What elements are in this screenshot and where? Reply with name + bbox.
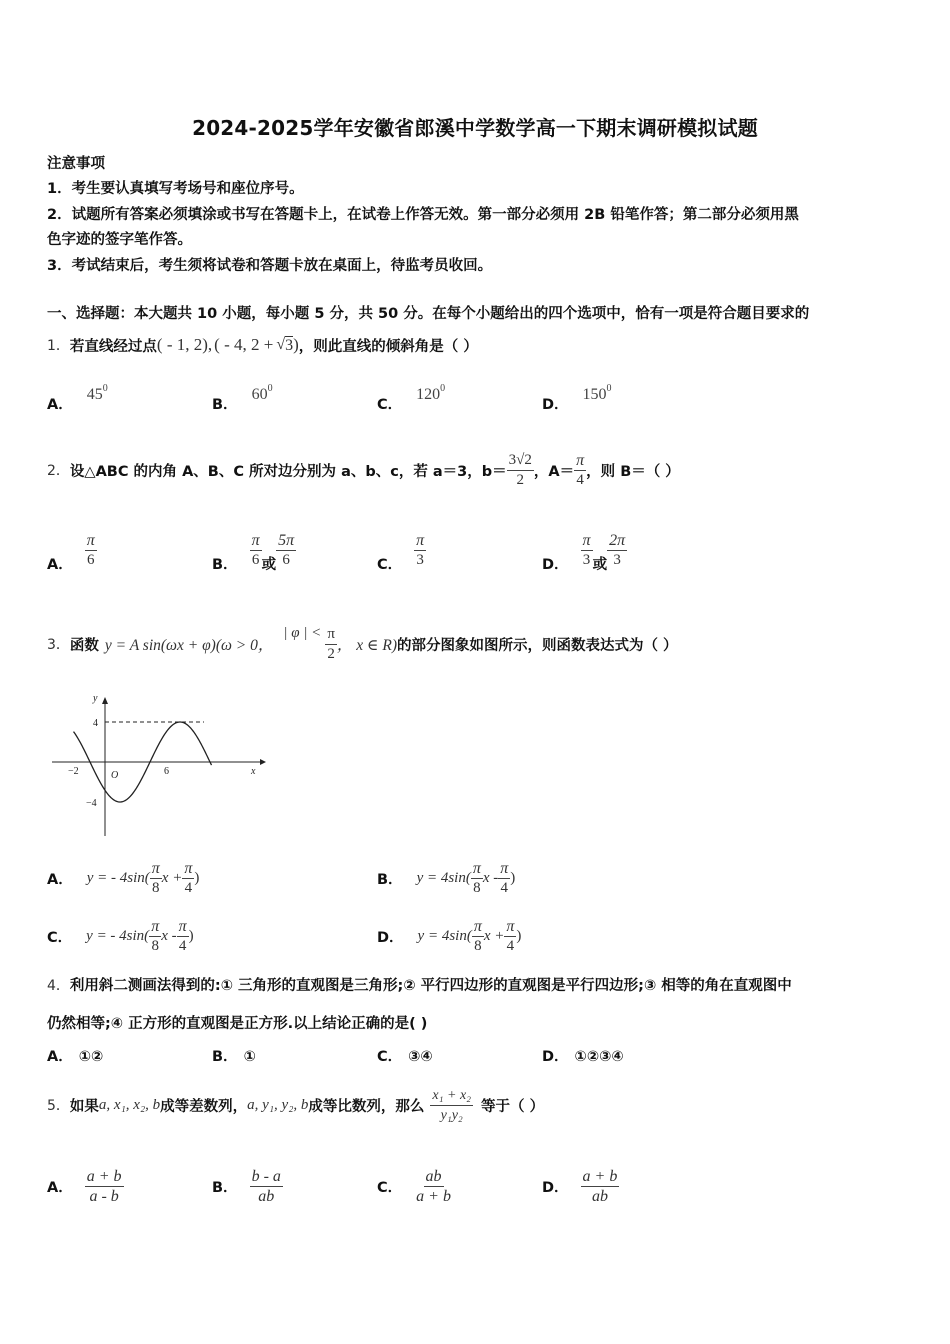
point-1: ( - 1, 2),	[156, 335, 213, 354]
option-label: A．	[47, 1179, 73, 1196]
fraction-denominator: a - b	[89, 1187, 119, 1205]
option-label: B．	[377, 871, 403, 888]
fraction-numerator: π	[473, 917, 482, 935]
q3-option-b[interactable]	[377, 856, 515, 900]
option-fraction	[414, 532, 426, 569]
notice-heading: 注意事项	[47, 156, 105, 172]
q5-option-b[interactable]	[212, 1162, 283, 1210]
q5-option-a[interactable]	[47, 1162, 124, 1210]
fraction-denominator: 6	[282, 551, 290, 568]
fraction-numerator: π	[325, 626, 337, 645]
option-sup: 0	[606, 383, 612, 394]
question-text-mid: ，A＝	[533, 463, 575, 480]
fraction-numerator: π	[472, 859, 481, 877]
fraction-numerator: π	[506, 917, 515, 935]
option-value: ①	[243, 1049, 256, 1065]
point-2: ( - 4, 2 +	[214, 335, 274, 354]
fraction-numerator: ab	[425, 1167, 442, 1185]
question-number: 2．	[47, 463, 70, 479]
fraction-numerator: 5π	[278, 531, 295, 549]
option-label: D．	[542, 556, 569, 573]
q3-option-c[interactable]	[47, 914, 194, 958]
q1-option-a[interactable]	[47, 383, 108, 414]
y-label: y	[93, 693, 98, 704]
fraction-numerator: π	[576, 451, 585, 469]
fraction-numerator: b - a	[251, 1167, 281, 1185]
question-3	[47, 614, 678, 674]
option-expression-end: )	[510, 869, 516, 886]
question-2	[47, 448, 680, 492]
option-sup: 0	[102, 383, 108, 394]
option-expression-mid: x -	[482, 869, 499, 886]
section-heading: 一、选择题：本大题共 10 小题，每小题 5 分，共 50 分。在每个小题给出的四个选项中，恰有一项是符合题目要求的	[47, 306, 810, 322]
fraction-denominator: y₁y₂	[440, 1107, 463, 1123]
option-expression-end: )	[194, 869, 200, 886]
x-label: x	[251, 766, 256, 777]
fraction-numerator: π	[582, 531, 591, 549]
option-label: C．	[47, 929, 73, 946]
fraction-numerator: π	[178, 917, 187, 935]
question-text: 利用斜二测画法得到的:① 三角形的直观图是三角形;② 平行四边形的直观图是平行四边形;③ 相等的角在直观图中	[69, 978, 792, 994]
q3-option-a[interactable]	[47, 856, 199, 900]
fraction-denominator: 4	[184, 879, 193, 896]
option-label: D．	[377, 929, 404, 946]
fraction-denominator: 4	[178, 937, 187, 954]
fraction-numerator: π	[500, 859, 509, 877]
option-label: B．	[212, 397, 238, 413]
fraction-b	[507, 452, 534, 489]
option-value: 120	[416, 386, 441, 403]
option-expression-mid: x +	[161, 869, 183, 886]
option-fraction-1	[150, 860, 162, 897]
function-expression: y = A sin(ωx + φ)(ω > 0，	[104, 637, 274, 654]
option-value: ①②③④	[574, 1049, 624, 1065]
question-number: 3．	[47, 637, 70, 653]
option-expression: y = 4sin(	[417, 927, 472, 944]
option-value: 60	[251, 386, 268, 403]
q4-option-d[interactable]	[542, 1045, 624, 1066]
question-4	[47, 974, 792, 995]
question-text-mid2: 成等比数列，那么	[308, 1098, 425, 1115]
q2-option-c[interactable]	[377, 528, 426, 572]
option-label: A．	[47, 556, 73, 573]
fraction-denominator: 4	[500, 879, 509, 896]
notice-item-2-cont: 色字迹的签字笔作答。	[47, 232, 192, 248]
option-fraction-2	[182, 860, 194, 897]
question-text: 若直线经过点	[69, 338, 157, 355]
q2-option-d[interactable]	[542, 528, 627, 572]
fraction-numerator: 3√2	[507, 452, 534, 471]
tick-minus-2: −2	[68, 766, 79, 777]
question-5	[47, 1080, 544, 1130]
option-label: A．	[47, 871, 73, 888]
question-4-cont: 仍然相等;④ 正方形的直观图是正方形.以上结论正确的是( )	[47, 1016, 428, 1032]
fraction-numerator: a + b	[582, 1167, 618, 1185]
q1-option-d[interactable]	[542, 383, 612, 414]
option-fraction	[85, 1168, 124, 1205]
question-text-mid1: 成等差数列，	[160, 1098, 248, 1115]
option-value: 150	[582, 386, 607, 403]
option-label: C．	[377, 556, 403, 573]
fraction-denominator: 2	[327, 645, 335, 662]
option-sup: 0	[267, 383, 273, 394]
option-label: B．	[212, 1179, 238, 1196]
sqrt-symbol: √	[276, 336, 286, 353]
domain-condition: ， x ∈ R)	[336, 637, 397, 654]
geometric-sequence: a, y₁, y₂, b	[247, 1096, 309, 1113]
option-fraction-2	[276, 532, 296, 569]
phi-fraction	[325, 626, 337, 663]
fraction-numerator: a + b	[86, 1167, 122, 1185]
tick-6: 6	[164, 766, 169, 777]
fraction-denominator: 3	[582, 551, 591, 568]
or-word: 或	[261, 556, 277, 573]
fraction-a	[574, 452, 586, 489]
q4-option-a[interactable]	[47, 1045, 103, 1066]
option-label: B．	[212, 556, 238, 573]
phi-condition: | φ | <	[283, 624, 322, 641]
fraction-denominator: 8	[474, 937, 482, 954]
option-fraction-1	[471, 860, 483, 897]
fraction-denominator: 2	[516, 471, 525, 488]
option-label: D．	[542, 1049, 569, 1065]
option-fraction	[85, 532, 97, 569]
x-axis-arrow	[260, 759, 266, 765]
fraction-denominator: ab	[591, 1187, 608, 1205]
q4-option-b[interactable]	[212, 1045, 256, 1066]
option-label: A．	[47, 1049, 73, 1065]
fraction-denominator: a + b	[416, 1187, 451, 1205]
question-1	[47, 330, 478, 360]
notice-item-3: 3．考试结束后，考生须将试卷和答题卡放在桌面上，待监考员收回。	[47, 258, 493, 274]
sine-graph	[48, 692, 268, 840]
fraction-numerator: π	[151, 917, 160, 935]
option-expression: y = 4sin(	[416, 869, 471, 886]
q5-option-d[interactable]	[542, 1162, 619, 1210]
option-fraction	[581, 1168, 620, 1205]
q5-option-c[interactable]	[377, 1162, 453, 1210]
option-label: C．	[377, 1179, 403, 1196]
fraction-denominator: 8	[151, 937, 159, 954]
fraction-denominator: 6	[86, 551, 95, 568]
fraction-denominator: ab	[258, 1187, 275, 1205]
fraction-numerator: π	[416, 531, 425, 549]
sqrt-value: 3	[285, 337, 294, 354]
fraction-denominator: 4	[576, 471, 584, 488]
question-text-end: ，则此直线的倾斜角是（ ）	[298, 338, 478, 355]
q2-option-a[interactable]	[47, 528, 97, 572]
fraction-denominator: 3	[613, 551, 621, 568]
option-fraction-1	[472, 918, 484, 955]
question-number: 5．	[47, 1098, 70, 1114]
option-fraction-1	[581, 532, 593, 569]
question-text: 函数	[69, 637, 99, 654]
fraction-numerator: 2π	[609, 531, 626, 549]
option-expression-mid: x +	[483, 927, 505, 944]
option-fraction	[414, 1168, 453, 1205]
q2-option-b[interactable]	[212, 528, 296, 572]
option-expression-mid: x -	[161, 927, 177, 944]
option-label: B．	[212, 1049, 238, 1065]
option-label: C．	[377, 397, 403, 413]
fraction-denominator: 8	[473, 879, 481, 896]
option-fraction-2	[607, 532, 627, 569]
option-expression-end: )	[188, 927, 194, 944]
option-value: ①②	[78, 1049, 104, 1065]
q4-option-c[interactable]	[377, 1045, 433, 1066]
fraction-denominator: 8	[152, 879, 160, 896]
q1-option-b[interactable]	[212, 383, 273, 414]
option-fraction-1	[250, 532, 262, 569]
y-axis-arrow	[102, 697, 108, 704]
fraction-numerator: π	[251, 531, 260, 549]
point-2-close: )	[293, 335, 299, 354]
option-label: A．	[47, 397, 73, 413]
option-expression: y = - 4sin(	[86, 927, 150, 944]
origin-label: O	[111, 770, 119, 781]
fraction-numerator: x₁ + x₂	[430, 1087, 473, 1106]
option-fraction-2	[504, 918, 516, 955]
option-fraction	[250, 1168, 283, 1205]
fraction-denominator: 3	[416, 551, 424, 568]
option-label: D．	[542, 1179, 569, 1196]
option-fraction-2	[498, 860, 510, 897]
tick-4: 4	[93, 718, 98, 729]
option-expression: y = - 4sin(	[86, 869, 150, 886]
option-sup: 0	[440, 383, 446, 394]
arithmetic-sequence: a, x₁, x₂, b	[98, 1096, 161, 1113]
fraction-denominator: 6	[251, 551, 260, 568]
tick-minus-4: −4	[86, 798, 97, 809]
option-fraction-1	[149, 918, 161, 955]
question-text: 设△ABC 的内角 A、B、C 所对边分别为 a、b、c，若 a＝3，b＝	[69, 463, 507, 480]
or-word: 或	[592, 556, 608, 573]
notice-item-2: 2．试题所有答案必须填涂或书写在答题卡上，在试卷上作答无效。第一部分必须用 2B 铅笔作答；第二部分必须用黑	[47, 207, 799, 223]
question-text-end: 等于（ ）	[481, 1098, 545, 1115]
question-number: 1．	[47, 338, 70, 354]
fraction-numerator: π	[184, 859, 193, 877]
fraction-denominator: 4	[506, 937, 515, 954]
question-text: 如果	[69, 1098, 99, 1115]
option-label: C．	[377, 1049, 403, 1065]
option-expression-end: )	[516, 927, 522, 944]
question-text-end: 的部分图象如图所示，则函数表达式为（ ）	[397, 637, 678, 654]
q1-option-c[interactable]	[377, 383, 446, 414]
question-number: 4．	[47, 977, 70, 994]
option-value: 45	[86, 386, 103, 403]
option-fraction-2	[177, 918, 189, 955]
option-label: D．	[542, 397, 569, 413]
notice-item-1: 1．考生要认真填写考场号和座位序号。	[47, 181, 304, 197]
target-fraction	[430, 1087, 473, 1124]
fraction-numerator: π	[151, 859, 160, 877]
fraction-numerator: π	[86, 531, 95, 549]
page-title: 2024-2025学年安徽省郎溪中学数学高一下期末调研模拟试题	[192, 116, 758, 140]
question-text-end: ，则 B＝（ ）	[586, 463, 680, 480]
option-value: ③④	[408, 1049, 433, 1065]
q3-option-d[interactable]	[377, 914, 521, 958]
